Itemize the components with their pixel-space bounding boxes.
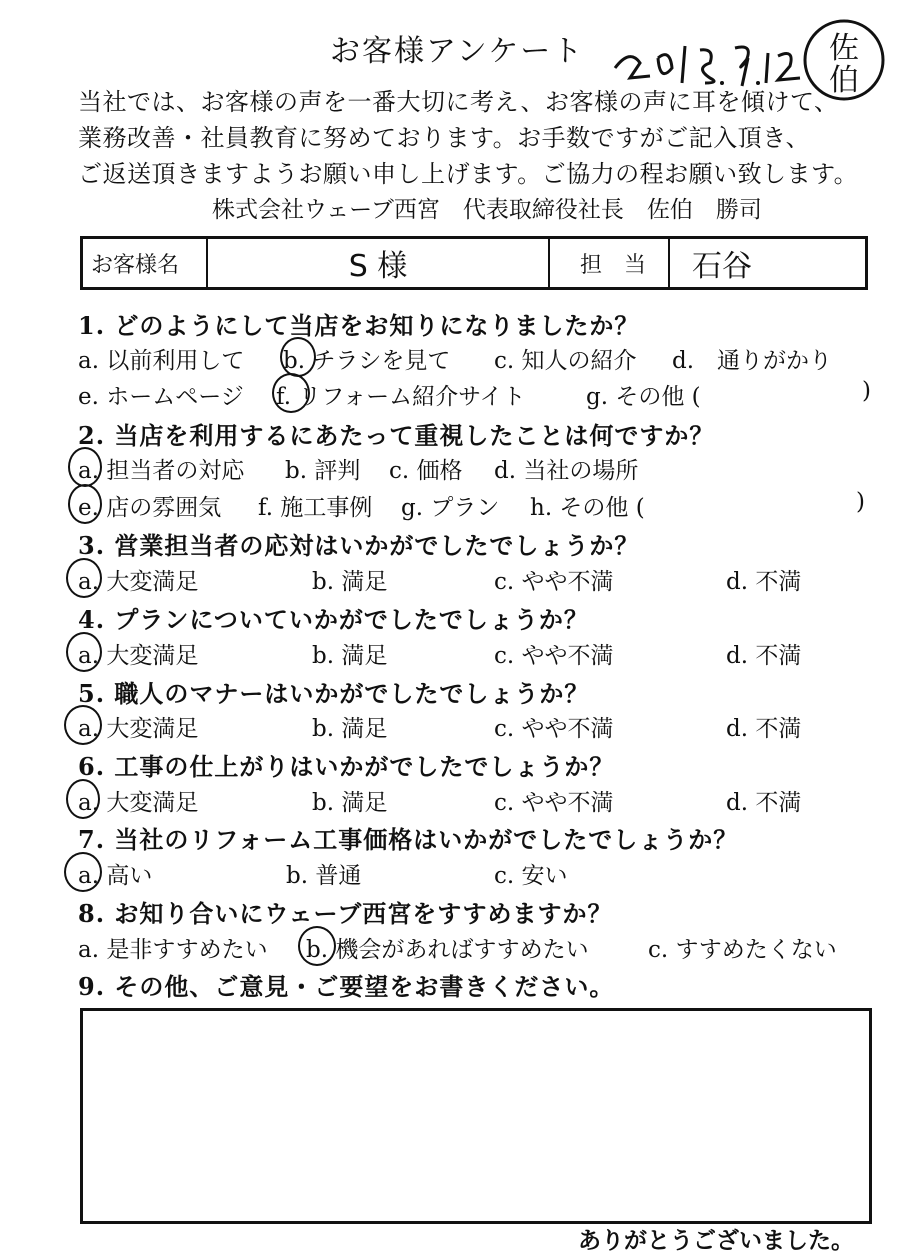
- q4-option-d[interactable]: d. 不満: [726, 643, 802, 669]
- q1-option-c[interactable]: c. 知人の紹介: [494, 348, 637, 374]
- customer-name-label: お客様名: [82, 238, 208, 289]
- q3-option-a[interactable]: a. 大変満足: [78, 569, 199, 595]
- q1-option-d[interactable]: d. 通りがかり: [672, 348, 833, 374]
- q7-option-b[interactable]: b. 普通: [286, 863, 362, 889]
- question-3: 3. 営業担当者の応対はいかがでしたでしょうか？: [78, 531, 640, 560]
- q5-option-b[interactable]: b. 満足: [312, 716, 388, 742]
- question-8: 8. お知り合いにウェーブ西宮をすすめますか？: [78, 899, 613, 928]
- q6-option-b[interactable]: b. 満足: [312, 790, 388, 816]
- q2-option-a[interactable]: a. 担当者の対応: [78, 458, 245, 484]
- staff-label: 担 当: [549, 238, 669, 289]
- q1-option-f[interactable]: f. リフォーム紹介サイト: [276, 384, 526, 410]
- q4-option-c[interactable]: c. やや不満: [494, 643, 614, 669]
- q2-option-c[interactable]: c. 価格: [389, 458, 463, 484]
- q8-option-c[interactable]: c. すすめたくない: [648, 937, 837, 963]
- q8-option-a[interactable]: a. 是非すすめたい: [78, 937, 268, 963]
- intro-line-3: ご返送頂きますようお願い申し上げます。ご協力の程お願い致します。: [78, 160, 859, 188]
- q6-option-c[interactable]: c. やや不満: [494, 790, 614, 816]
- answer-circle: [68, 447, 102, 487]
- answer-circle: [64, 852, 102, 892]
- q3-option-b[interactable]: b. 満足: [312, 569, 388, 595]
- q5-option-c[interactable]: c. やや不満: [494, 716, 614, 742]
- answer-circle: [66, 779, 100, 819]
- question-5: 5. 職人のマナーはいかがでしたでしょうか？: [78, 679, 590, 708]
- staff-field[interactable]: [669, 238, 867, 289]
- q8-option-b[interactable]: b. 機会があればすすめたい: [306, 937, 589, 963]
- q1-option-b[interactable]: b. チラシを見て: [283, 348, 451, 374]
- answer-circle: [66, 558, 102, 598]
- q5-option-a[interactable]: a. 大変満足: [78, 716, 199, 742]
- q2-other-close: ): [856, 489, 865, 515]
- customer-name-value: S 様: [348, 249, 408, 284]
- q7-option-a[interactable]: a. 高い: [78, 863, 153, 889]
- svg-text:佐: 佐: [829, 31, 859, 66]
- intro-line-1: 当社では、お客様の声を一番大切に考え、お客様の声に耳を傾けて、: [78, 88, 839, 116]
- q6-option-a[interactable]: a. 大変満足: [78, 790, 199, 816]
- q1-option-g[interactable]: g. その他 (: [586, 384, 701, 410]
- q3-option-d[interactable]: d. 不満: [726, 569, 802, 595]
- company-signature: 株式会社ウェーブ西宮 代表取締役社長 佐伯 勝司: [212, 197, 762, 223]
- handwritten-date: [610, 28, 810, 88]
- q2-option-b[interactable]: b. 評判: [285, 458, 361, 484]
- q2-option-h[interactable]: h. その他 (: [530, 495, 645, 521]
- customer-info-table: [80, 236, 868, 290]
- q6-option-d[interactable]: d. 不満: [726, 790, 802, 816]
- q1-other-close: ): [862, 378, 871, 404]
- closing-text: ありがとうございました。: [578, 1227, 854, 1254]
- answer-circle: [298, 926, 336, 966]
- intro-line-2: 業務改善・社員教育に努めております。お手数ですがご記入頂き、: [78, 124, 811, 152]
- q1-option-e[interactable]: e. ホームページ: [78, 384, 244, 410]
- q2-option-g[interactable]: g. プラン: [401, 495, 500, 521]
- question-1: 1. どのようにして当店をお知りになりましたか？: [78, 311, 640, 340]
- q2-option-d[interactable]: d. 当社の場所: [494, 458, 639, 484]
- answer-circle: [272, 373, 310, 413]
- q7-option-c[interactable]: c. 安い: [494, 863, 568, 889]
- answer-circle: [68, 484, 102, 524]
- q4-option-a[interactable]: a. 大変満足: [78, 643, 199, 669]
- q3-option-c[interactable]: c. やや不満: [494, 569, 614, 595]
- question-2: 2. 当店を利用するにあたって重視したことは何ですか？: [78, 421, 715, 450]
- answer-circle: [66, 632, 102, 672]
- question-6: 6. 工事の仕上がりはいかがでしたでしょうか？: [78, 752, 615, 781]
- form-title: お客様アンケート: [330, 34, 585, 69]
- question-9: 9. その他、ご意見・ご要望をお書きください。: [78, 972, 615, 1001]
- question-4: 4. プランについていかがでしたでしょうか？: [78, 605, 589, 634]
- q5-option-d[interactable]: d. 不満: [726, 716, 802, 742]
- q4-option-b[interactable]: b. 満足: [312, 643, 388, 669]
- question-7: 7. 当社のリフォーム工事価格はいかがでしたでしょうか？: [78, 825, 739, 854]
- answer-circle: [64, 705, 102, 745]
- svg-text:伯: 伯: [829, 63, 859, 98]
- customer-name-field[interactable]: [207, 238, 549, 289]
- q2-option-f[interactable]: f. 施工事例: [258, 495, 373, 521]
- q2-option-e[interactable]: e. 店の雰囲気: [78, 495, 222, 521]
- answer-circle: [280, 337, 316, 377]
- comment-box[interactable]: [80, 1008, 872, 1224]
- q1-option-a[interactable]: a. 以前利用して: [78, 348, 245, 374]
- staff-value: 石谷: [692, 249, 752, 284]
